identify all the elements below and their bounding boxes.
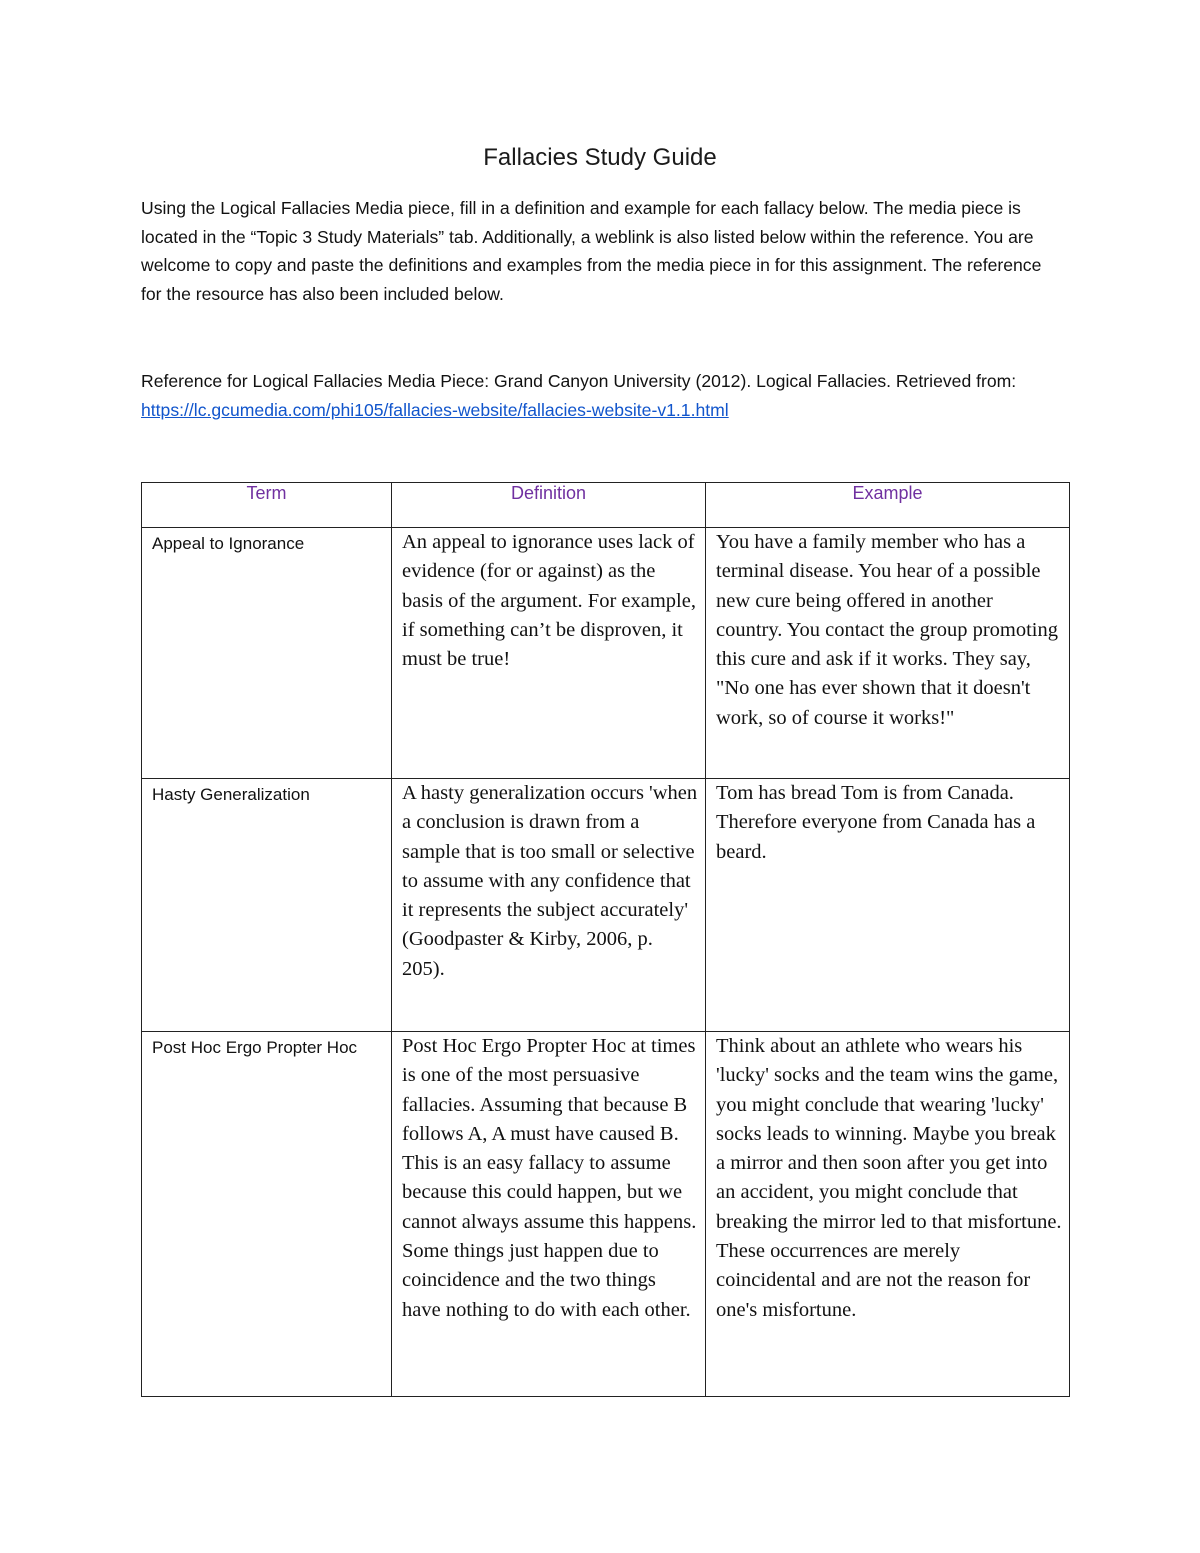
- header-example: Example: [706, 483, 1070, 528]
- example-cell: You have a family member who has a terminal disease. You hear of a possible new cure being offered in another country. You contact the group promoting this cure and ask if it works. They say, "No one has ever shown that it doesn't work, so of course it works!": [706, 528, 1070, 779]
- fallacies-table: [141, 482, 1070, 1397]
- definition-cell: Post Hoc Ergo Propter Hoc at times is one of the most persuasive fallacies. Assuming that because B follows A, A must have caused B. This is an easy fallacy to assume because this could happen, but we cannot always assume this happens. Some things just happen due to coincidence and the two things have nothing to do with each other.: [392, 1032, 706, 1397]
- header-term: Term: [142, 483, 392, 528]
- reference-paragraph: [141, 367, 1066, 424]
- definition-cell: An appeal to ignorance uses lack of evidence (for or against) as the basis of the argument. For example, if something can’t be disproven, it must be true!: [392, 528, 706, 779]
- reference-link[interactable]: https://lc.gcumedia.com/phi105/fallacies-website/fallacies-website-v1.1.html: [141, 399, 729, 420]
- term-cell: Hasty Generalization: [142, 779, 392, 1032]
- example-cell: Tom has bread Tom is from Canada. Therefore everyone from Canada has a beard.: [706, 779, 1070, 1032]
- header-definition: Definition: [392, 483, 706, 528]
- page-title: Fallacies Study Guide: [483, 144, 717, 171]
- instructions-paragraph: Using the Logical Fallacies Media piece, fill in a definition and example for each fallacy below. The media piece is located in the “Topic 3 Study Materials” tab. Additionally, a weblink is also listed below within the reference. You are welcome to copy and paste the definitions and examples from the media piece in for this assignment. The reference for the resource has also been included below.: [141, 198, 1042, 304]
- table-row: [142, 1032, 1070, 1397]
- table-row: [142, 779, 1070, 1032]
- table-header-row: [142, 483, 1070, 528]
- table-row: [142, 528, 1070, 779]
- term-cell: Post Hoc Ergo Propter Hoc: [142, 1032, 392, 1397]
- definition-cell: A hasty generalization occurs 'when a conclusion is drawn from a sample that is too small or selective to assume with any confidence that it represents the subject accurately' (Goodpaster & Kirby, 2006, p. 205).: [392, 779, 706, 1032]
- example-cell: Think about an athlete who wears his 'lucky' socks and the team wins the game, you might conclude that wearing 'lucky' socks leads to winning. Maybe you break a mirror and then soon after you get into an accident, you might conclude that breaking the mirror led to that misfortune. These occurrences are merely coincidental and are not the reason for one's misfortune.: [706, 1032, 1070, 1397]
- term-cell: Appeal to Ignorance: [142, 528, 392, 779]
- reference-text: Reference for Logical Fallacies Media Piece: Grand Canyon University (2012). Logical Fallacies. Retrieved from:: [141, 371, 1017, 391]
